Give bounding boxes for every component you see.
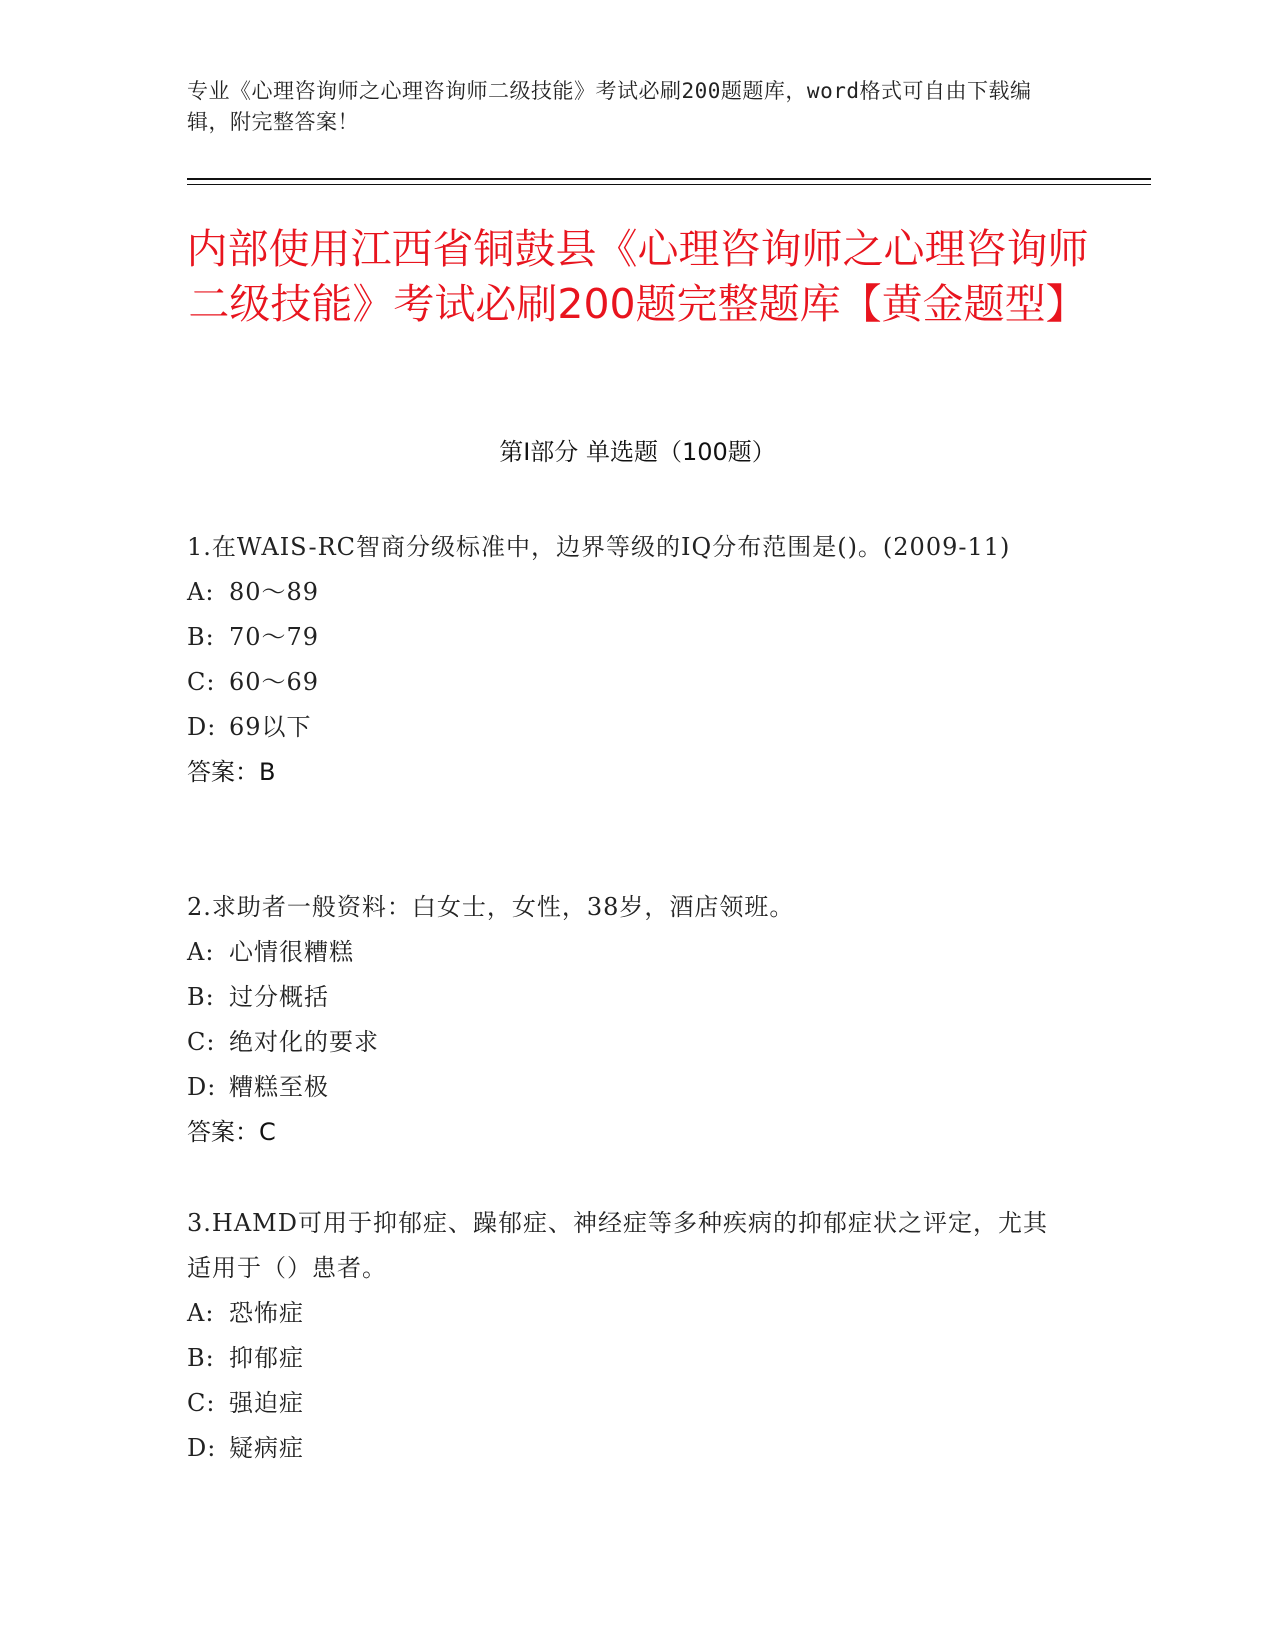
document-title: 内部使用江西省铜鼓县《心理咨询师之心理咨询师二级技能》考试必刷200题完整题库【黄金题型】: [186, 225, 1089, 328]
answer: 答案：C: [187, 1118, 276, 1146]
question-3: [187, 1201, 1067, 1471]
question-stem: 3.HAMD可用于抑郁症、躁郁症、神经症等多种疾病的抑郁症状之评定，尤其适用于（）患者。: [187, 1209, 1048, 1282]
option-c: [187, 660, 1067, 705]
option-d: [187, 1426, 1067, 1471]
option-b: [187, 975, 1067, 1020]
option-key: B:: [187, 1344, 215, 1372]
option-c: [187, 1381, 1067, 1426]
question-1: [187, 525, 1067, 795]
option-key: C:: [187, 668, 216, 696]
option-a: [187, 930, 1067, 975]
option-text: 过分概括: [229, 983, 329, 1011]
option-text: 疑病症: [229, 1434, 304, 1462]
option-text: 恐怖症: [229, 1299, 304, 1327]
option-key: A:: [187, 578, 215, 606]
option-d: [187, 705, 1067, 750]
option-b: [187, 1336, 1067, 1381]
header-rule-thin: [187, 184, 1151, 185]
header-rule-thick: [187, 178, 1151, 180]
option-key: B:: [187, 623, 215, 651]
option-text: 70～79: [229, 623, 320, 651]
option-key: C:: [187, 1389, 216, 1417]
option-text: 抑郁症: [229, 1344, 304, 1372]
option-text: 69以下: [229, 713, 312, 741]
section-heading: 第Ⅰ部分 单选题（100题）: [499, 438, 776, 466]
option-key: D:: [187, 1434, 217, 1462]
option-text: 心情很糟糕: [229, 938, 354, 966]
option-key: D:: [187, 1073, 217, 1101]
question-2: [187, 885, 1067, 1155]
option-c: [187, 1020, 1067, 1065]
option-key: D:: [187, 713, 217, 741]
option-key: C:: [187, 1028, 216, 1056]
option-key: A:: [187, 1299, 215, 1327]
option-a: [187, 570, 1067, 615]
option-a: [187, 1291, 1067, 1336]
option-d: [187, 1065, 1067, 1110]
header-note: 专业《心理咨询师之心理咨询师二级技能》考试必刷200题题库，word格式可自由下载编辑，附完整答案！: [187, 79, 1032, 134]
question-stem: 1.在WAIS-RC智商分级标准中，边界等级的IQ分布范围是()。(2009-11): [187, 533, 1011, 561]
option-b: [187, 615, 1067, 660]
answer: 答案：B: [187, 758, 276, 786]
option-text: 60～69: [229, 668, 320, 696]
question-stem: 2.求助者一般资料：白女士，女性，38岁，酒店领班。: [187, 893, 795, 921]
option-text: 绝对化的要求: [229, 1028, 379, 1056]
option-key: A:: [187, 938, 215, 966]
option-text: 强迫症: [229, 1389, 304, 1417]
option-text: 80～89: [229, 578, 320, 606]
option-key: B:: [187, 983, 215, 1011]
option-text: 糟糕至极: [229, 1073, 329, 1101]
